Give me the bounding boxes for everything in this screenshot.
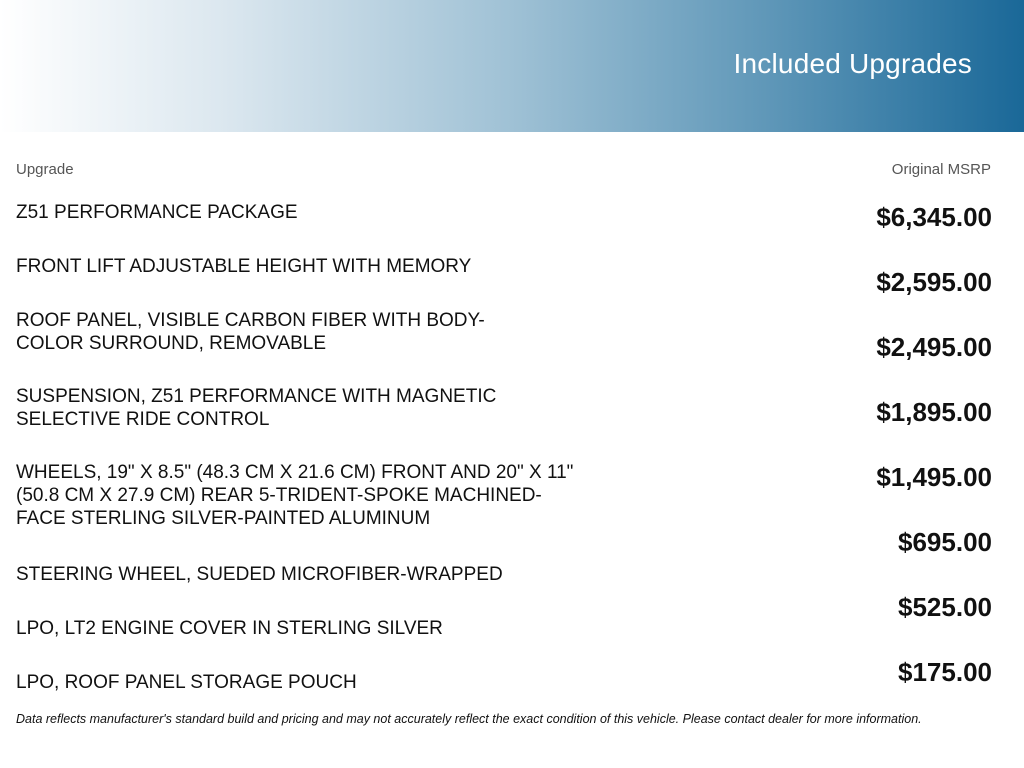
upgrade-name: LPO, ROOF PANEL STORAGE POUCH bbox=[16, 672, 357, 693]
upgrade-price: $6,345.00 bbox=[876, 202, 992, 232]
upgrade-price: $695.00 bbox=[898, 527, 992, 557]
upgrade-column-header: Upgrade bbox=[16, 161, 74, 178]
upgrade-price: $1,495.00 bbox=[876, 462, 992, 492]
page-title: Included Upgrades bbox=[733, 48, 972, 79]
upgrade-name: STEERING WHEEL, SUEDED MICROFIBER-WRAPPED bbox=[16, 564, 503, 585]
upgrade-name: LPO, LT2 ENGINE COVER IN STERLING SILVER bbox=[16, 618, 443, 639]
upgrade-price: $2,495.00 bbox=[876, 332, 992, 362]
upgrade-name: WHEELS, 19" X 8.5" (48.3 CM X 21.6 CM) FRONT AND 20" X 11" (50.8 CM X 27.9 CM) REAR 5-TRIDENT-SPOKE MACHINED-FACE STERLING SILVER-PAINTED ALUMINUM bbox=[16, 462, 574, 529]
upgrade-price: $2,595.00 bbox=[876, 267, 992, 297]
upgrade-price: $525.00 bbox=[898, 592, 992, 622]
upgrade-name: SUSPENSION, Z51 PERFORMANCE WITH MAGNETIC SELECTIVE RIDE CONTROL bbox=[16, 386, 497, 430]
header-banner bbox=[0, 0, 1024, 132]
msrp-column-header: Original MSRP bbox=[891, 161, 991, 178]
upgrade-name: FRONT LIFT ADJUSTABLE HEIGHT WITH MEMORY bbox=[16, 256, 472, 277]
upgrade-price: $1,895.00 bbox=[876, 397, 992, 427]
upgrade-name: Z51 PERFORMANCE PACKAGE bbox=[16, 202, 298, 223]
upgrade-name: ROOF PANEL, VISIBLE CARBON FIBER WITH BODY-COLOR SURROUND, REMOVABLE bbox=[16, 310, 485, 354]
upgrade-price: $175.00 bbox=[898, 657, 992, 687]
disclaimer-text: Data reflects manufacturer's standard build and pricing and may not accurately reflect the exact condition of this vehicle. Please contact dealer for more information. bbox=[16, 712, 922, 726]
